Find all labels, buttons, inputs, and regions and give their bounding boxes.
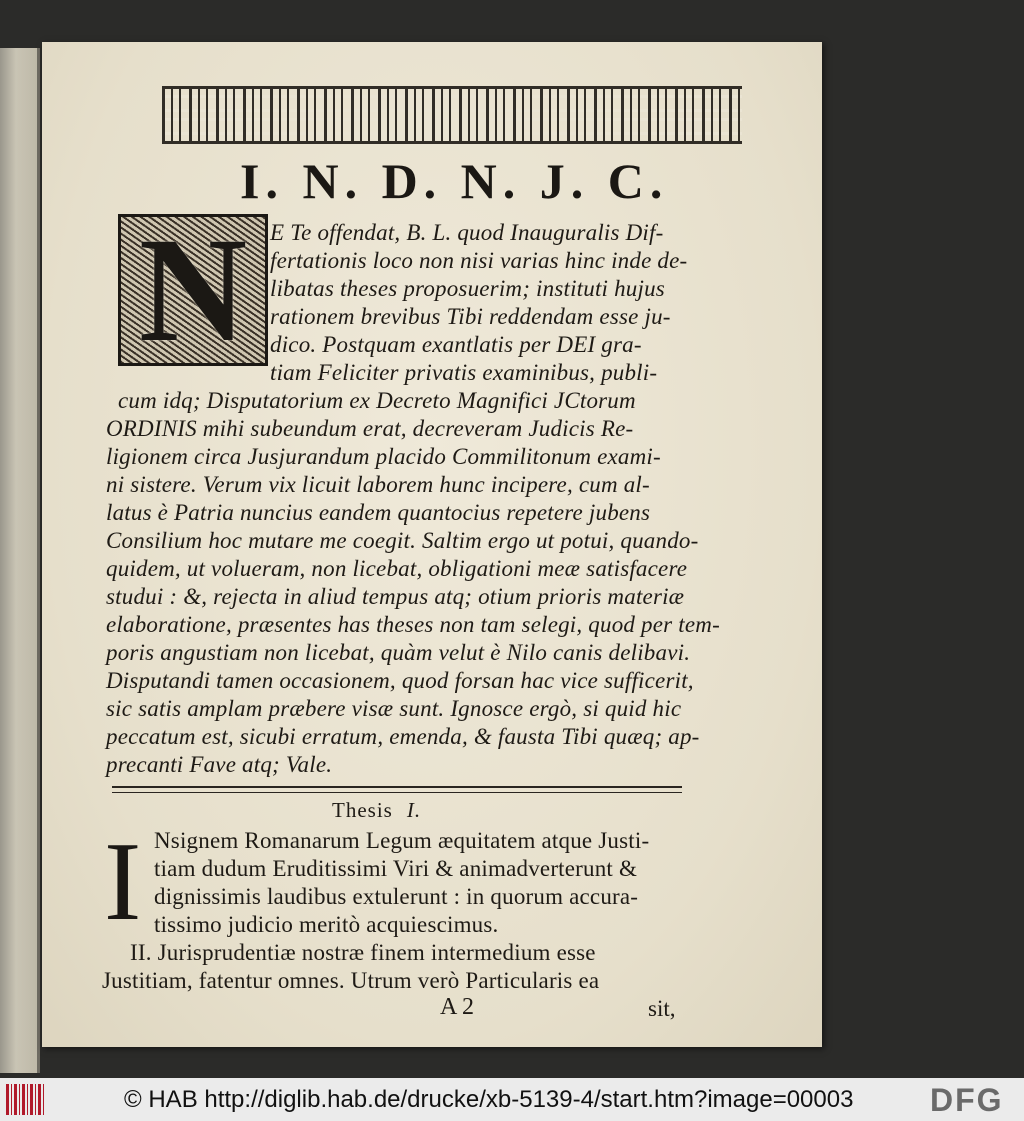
- preface-line: elaboratione, præsentes has theses non tam selegi, quod per tem-: [106, 612, 720, 637]
- decorated-initial: [118, 207, 268, 373]
- preface-line: sic satis amplam præbere visæ sunt. Ignosce ergò, si quid hic: [106, 696, 682, 721]
- book-page: [42, 42, 822, 1047]
- preface-line: ligionem circa Jusjurandum placido Commilitonum exami-: [106, 444, 661, 469]
- page-title: I. N. D. N. J. C.: [240, 153, 669, 209]
- preface-line: quidem, ut volueram, non licebat, obligationi meæ satisfacere: [106, 556, 688, 581]
- thesis-line: Nsignem Romanarum Legum æquitatem atque Justi-: [154, 828, 650, 853]
- thesis-line: Justitiam, fatentur omnes. Utrum verò Particularis ea: [102, 968, 600, 993]
- dfg-logo: DFG: [930, 1082, 1004, 1118]
- preface-line: libatas theses proposuerim; instituti hujus: [270, 276, 665, 301]
- preface-line: peccatum est, sicubi erratum, emenda, & fausta Tibi quæq; ap-: [106, 724, 700, 749]
- section-divider-thin: [112, 792, 682, 793]
- preface-line: ORDINIS mihi subeundum erat, decreveram Judicis Re-: [106, 416, 634, 441]
- thesis-heading: [332, 798, 421, 823]
- thesis-line: II. Jurisprudentiæ nostræ finem intermedium esse: [130, 940, 596, 965]
- preface-line: poris angustiam non licebat, quàm velut è Nilo canis delibavi.: [106, 640, 691, 665]
- preface-line: E Te offendat, B. L. quod Inauguralis Dif-: [270, 220, 664, 245]
- preface-line: cum idq; Disputatorium ex Decreto Magnifici JCtorum: [118, 388, 636, 413]
- preface-line: tiam Feliciter privatis examinibus, publi-: [270, 360, 658, 385]
- decorated-initial-letter: N: [138, 207, 248, 373]
- preface-line: ni sistere. Verum vix licuit laborem hunc incipere, cum al-: [106, 472, 650, 497]
- library-barcode-icon: [6, 1084, 46, 1115]
- page-gutter: [37, 48, 40, 1073]
- thesis-line: dignissimis laudibus extulerunt : in quorum accura-: [154, 884, 639, 909]
- catchword: sit,: [648, 996, 676, 1021]
- ornamental-header-band: [162, 86, 742, 144]
- preface-line: studui : &, rejecta in aliud tempus atq; otium prioris materiæ: [106, 584, 685, 609]
- adjacent-page-edge: [0, 48, 40, 1073]
- thesis-number: I.: [406, 798, 422, 822]
- preface-line: precanti Fave atq; Vale.: [106, 752, 333, 777]
- source-credit-link[interactable]: © HAB http://diglib.hab.de/drucke/xb-5139-4/start.htm?image=00003: [124, 1086, 854, 1113]
- section-divider: [112, 786, 682, 788]
- thesis-heading-label: Thesis: [332, 798, 393, 822]
- preface-line: latus è Patria nuncius eandem quantocius repetere jubens: [106, 500, 651, 525]
- thesis-line: tiam dudum Eruditissimi Viri & animadverterunt &: [154, 856, 638, 881]
- preface-line: rationem brevibus Tibi reddendam esse ju-: [270, 304, 671, 329]
- thesis-initial: I: [104, 820, 142, 944]
- signature-mark: A 2: [440, 994, 475, 1020]
- preface-line: fertationis loco non nisi varias hinc inde de-: [270, 248, 688, 273]
- preface-line: Disputandi tamen occasionem, quod forsan hac vice sufficerit,: [106, 668, 694, 693]
- preface-line: dico. Postquam exantlatis per DEI gra-: [270, 332, 642, 357]
- viewer-footer: [0, 1078, 1024, 1121]
- thesis-line: tissimo judicio meritò acquiescimus.: [154, 912, 499, 937]
- preface-line: Consilium hoc mutare me coegit. Saltim ergo ut potui, quando-: [106, 528, 699, 553]
